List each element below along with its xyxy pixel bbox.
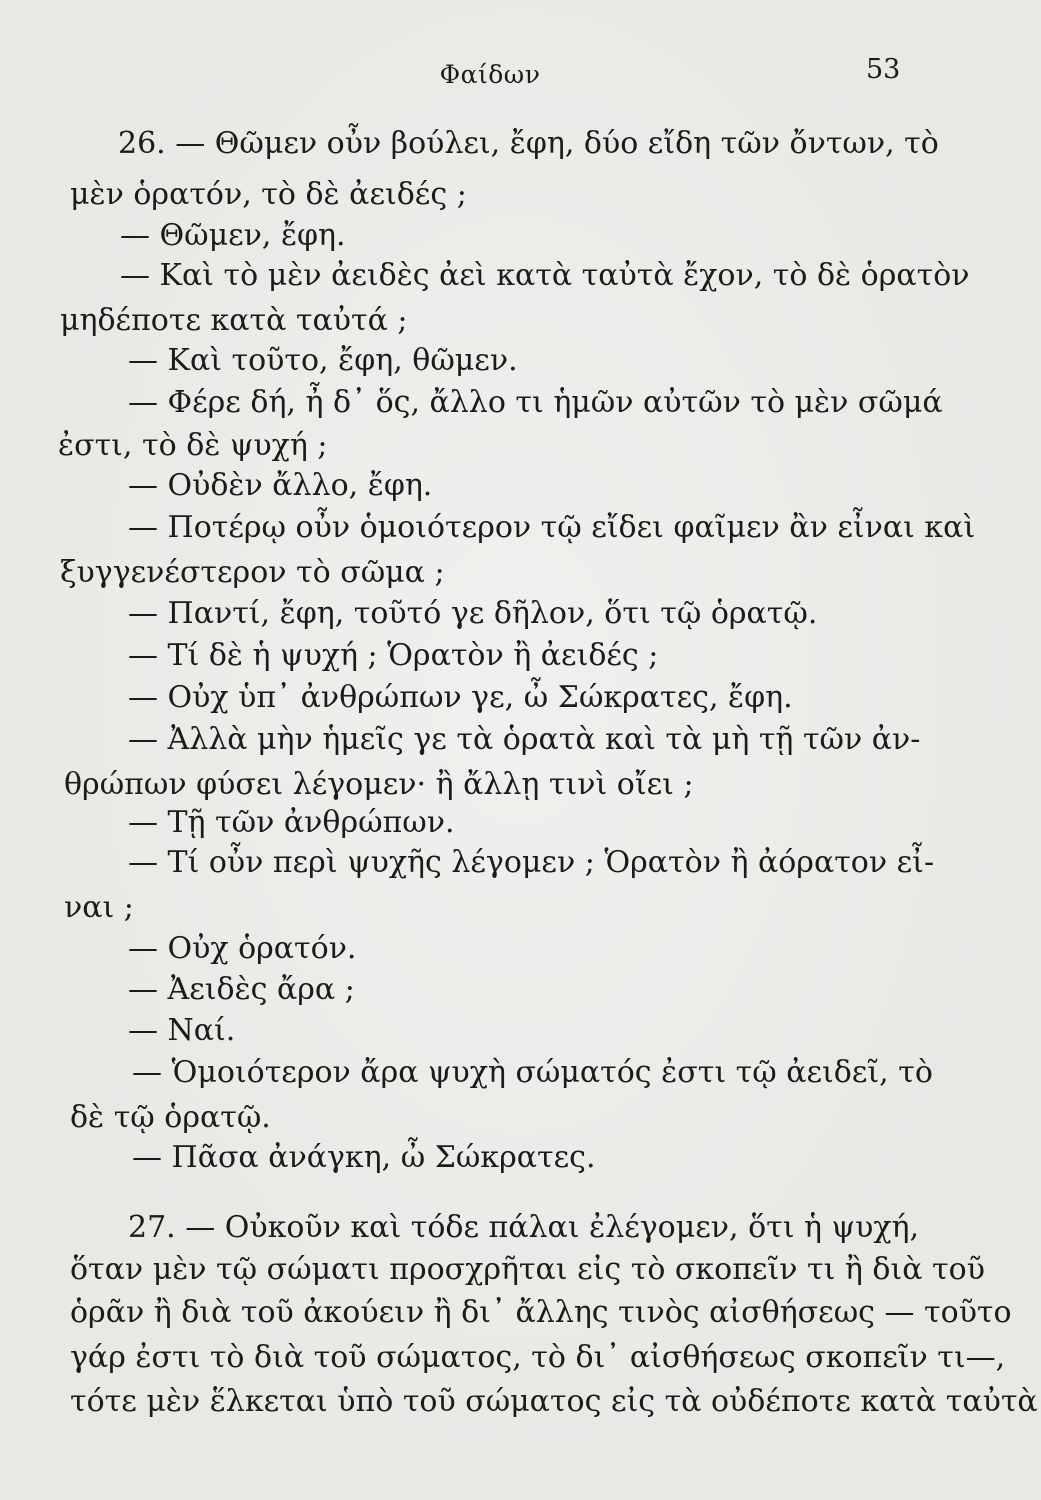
text-line: — Θῶμεν, ἔφη. xyxy=(120,218,346,253)
text-line: — Φέρε δή, ἦ δ᾽ ὅς, ἄλλο τι ἡμῶν αὐτῶν τὸ μὲν σῶμά xyxy=(128,385,943,420)
text-line: μὲν ὁρατόν, τὸ δὲ ἀειδές ; xyxy=(70,177,467,212)
text-line: δὲ τῷ ὁρατῷ. xyxy=(70,1100,271,1135)
text-line: — Ναί. xyxy=(128,1013,236,1048)
text-line: 26. — Θῶμεν οὖν βούλει, ἔφη, δύο εἴδη τῶν ὄντων, τὸ xyxy=(118,126,939,161)
text-line: ὅταν μὲν τῷ σώματι προσχρῆται εἰς τὸ σκοπεῖν τι ἢ διὰ τοῦ xyxy=(70,1252,985,1287)
page-number: 53 xyxy=(866,54,901,85)
text-line: — Ἀειδὲς ἄρα ; xyxy=(128,972,355,1007)
text-line: — Οὐχ ὑπ᾽ ἀνθρώπων γε, ὦ Σώκρατες, ἔφη. xyxy=(128,680,793,715)
text-line: — Τί δὲ ἡ ψυχή ; Ὁρατὸν ἢ ἀειδές ; xyxy=(128,638,659,673)
text-line: ναι ; xyxy=(64,890,134,925)
text-line: — Καὶ τὸ μὲν ἀειδὲς ἀεὶ κατὰ ταὐτὰ ἔχον, τὸ δὲ ὁρατὸν xyxy=(120,258,970,293)
text-line: — Καὶ τοῦτο, ἔφη, θῶμεν. xyxy=(128,343,518,378)
text-line: — Ἀλλὰ μὴν ἡμεῖς γε τὰ ὁρατὰ καὶ τὰ μὴ τῇ τῶν ἀν- xyxy=(128,722,921,757)
text-line: — Τί οὖν περὶ ψυχῆς λέγομεν ; Ὁρατὸν ἢ ἀόρατον εἶ- xyxy=(128,845,935,880)
running-header: Φαίδων xyxy=(439,60,541,89)
text-line: — Ποτέρῳ οὖν ὁμοιότερον τῷ εἴδει φαῖμεν ἂν εἶναι καὶ xyxy=(128,510,976,545)
text-line: ὁρᾶν ἢ διὰ τοῦ ἀκούειν ἢ δι᾽ ἄλλης τινὸς αἰσθήσεως — τοῦτο xyxy=(70,1295,1012,1330)
text-line: γάρ ἐστι τὸ διὰ τοῦ σώματος, τὸ δι᾽ αἰσθήσεως σκοπεῖν τι—, xyxy=(70,1340,1006,1375)
text-line: 27. — Οὐκοῦν καὶ τόδε πάλαι ἐλέγομεν, ὅτι ἡ ψυχή, xyxy=(128,1210,920,1245)
text-line: — Οὐδὲν ἄλλο, ἔφη. xyxy=(128,468,433,503)
text-line: — Παντί, ἔφη, τοῦτό γε δῆλον, ὅτι τῷ ὁρατῷ. xyxy=(128,596,818,631)
text-line: μηδέποτε κατὰ ταὐτά ; xyxy=(60,303,408,338)
text-line: ξυγγενέστερον τὸ σῶμα ; xyxy=(60,555,445,590)
text-line: — Οὐχ ὁρατόν. xyxy=(128,931,357,966)
text-line: ἐστι, τὸ δὲ ψυχή ; xyxy=(58,428,328,463)
text-line: — Πᾶσα ἀνάγκη, ὦ Σώκρατες. xyxy=(132,1140,596,1175)
text-line: τότε μὲν ἕλκεται ὑπὸ τοῦ σώματος εἰς τὰ οὐδέποτε κατὰ ταὐτὰ xyxy=(70,1384,1038,1419)
text-line: θρώπων φύσει λέγομεν· ἢ ἄλλῃ τινὶ οἴει ; xyxy=(64,767,694,802)
text-line: — Ὁμοιότερον ἄρα ψυχὴ σώματός ἐστι τῷ ἀειδεῖ, τὸ xyxy=(132,1055,933,1090)
text-line: — Τῇ τῶν ἀνθρώπων. xyxy=(128,805,455,840)
